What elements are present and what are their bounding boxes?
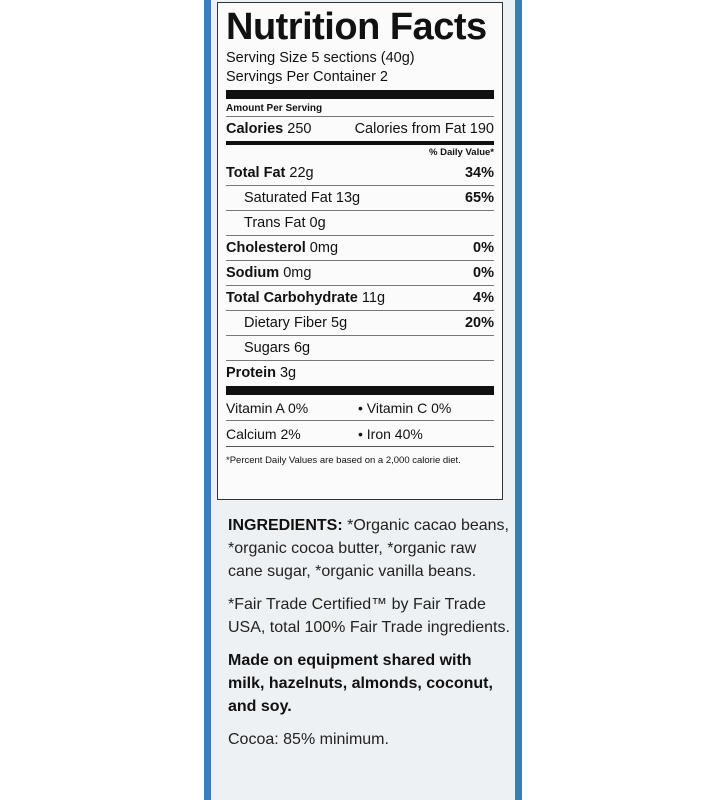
nutrient-name: Sodium — [226, 265, 280, 281]
ingredients-heading: INGREDIENTS: — [228, 517, 343, 534]
vitamin-row — [226, 395, 494, 420]
nutrient-amount: 11g — [361, 290, 386, 306]
nutrient-amount: 6g — [293, 340, 311, 356]
fair-trade-note: *Fair Trade Certified™ by Fair Trade USA, total 100% Fair Trade ingredients. — [228, 596, 510, 636]
nutrient-name: Trans Fat — [244, 215, 306, 231]
nutrition-title: Nutrition Facts — [226, 6, 487, 48]
calories-text — [226, 121, 311, 137]
nutrient-label — [226, 315, 347, 331]
ingredients-text: *Organic cacao beans, *organic cocoa butter, *organic raw cane sugar, *organic vanilla beans. — [228, 517, 509, 580]
daily-value-header: % Daily Value* — [429, 147, 494, 158]
ingredients-paragraph — [228, 514, 510, 583]
nutrient-daily-value: 65% — [464, 190, 494, 206]
servings-per-container: Servings Per Container 2 — [226, 69, 388, 85]
nutrient-row — [226, 310, 494, 335]
vitamin-right: • Vitamin C 0% — [358, 399, 452, 416]
nutrient-name: Total Carbohydrate — [226, 290, 358, 306]
nutrient-name: Protein — [226, 365, 276, 381]
nutrient-row — [226, 185, 494, 210]
nutrient-name: Saturated Fat — [244, 190, 332, 206]
footnote-divider — [226, 446, 494, 447]
nutrient-name: Dietary Fiber — [244, 315, 327, 331]
calories-value: 250 — [287, 121, 312, 137]
nutrient-row — [226, 360, 494, 385]
nutrient-amount: 13g — [335, 190, 361, 206]
vitamin-left: Vitamin A 0% — [226, 399, 309, 416]
allergen-statement: Made on equipment shared with milk, hazelnuts, almonds, coconut, and soy. — [228, 652, 493, 715]
nutrient-amount: 0mg — [309, 240, 339, 256]
nutrient-label — [226, 365, 296, 381]
nutrient-daily-value: 0% — [473, 240, 494, 256]
nutrient-label — [226, 265, 311, 281]
nutrient-label — [226, 240, 338, 256]
vitamin-list — [226, 395, 494, 446]
nutrient-daily-value: 20% — [464, 315, 494, 331]
serving-size: Serving Size 5 sections (40g) — [226, 50, 415, 66]
vitamin-left: Calcium 2% — [226, 425, 301, 442]
ingredients-section — [228, 514, 510, 761]
nutrient-row — [226, 260, 494, 285]
nutrient-label — [226, 215, 326, 231]
calories-label: Calories — [226, 121, 284, 137]
nutrient-name: Cholesterol — [226, 240, 306, 256]
nutrient-amount: 5g — [331, 315, 348, 331]
nutrient-amount: 22g — [289, 165, 314, 181]
nutrient-row — [226, 161, 494, 185]
cocoa-percentage: Cocoa: 85% minimum. — [228, 731, 389, 748]
nutrition-facts-panel — [217, 2, 503, 500]
thick-divider — [226, 90, 494, 99]
nutrient-label — [226, 190, 360, 206]
nutrient-amount: 0g — [309, 215, 326, 231]
nutrient-name: Total Fat — [226, 165, 286, 181]
nutrient-row — [226, 335, 494, 360]
nutrient-row — [226, 235, 494, 260]
nutrient-amount: 0mg — [283, 265, 312, 281]
nutrient-daily-value: 0% — [473, 265, 494, 281]
nutrient-row — [226, 210, 494, 235]
nutrient-amount: 3g — [279, 365, 297, 381]
amount-per-serving: Amount Per Serving — [226, 103, 323, 114]
nutrient-daily-value: 4% — [473, 290, 494, 306]
nutrient-label — [226, 290, 385, 306]
daily-value-footnote: *Percent Daily Values are based on a 2,000 calorie diet. — [226, 455, 461, 466]
vitamin-row — [226, 420, 494, 446]
nutrient-daily-value: 34% — [464, 165, 494, 181]
nutrient-row — [226, 285, 494, 310]
thick-divider-vitamins — [226, 386, 494, 395]
nutrient-label — [226, 340, 310, 356]
nutrient-list — [226, 161, 494, 385]
calories-row — [226, 116, 494, 141]
calories-from-fat: Calories from Fat 190 — [354, 121, 494, 137]
nutrient-name: Sugars — [244, 340, 290, 356]
nutrient-label — [226, 165, 314, 181]
vitamin-right: • Iron 40% — [358, 425, 423, 442]
